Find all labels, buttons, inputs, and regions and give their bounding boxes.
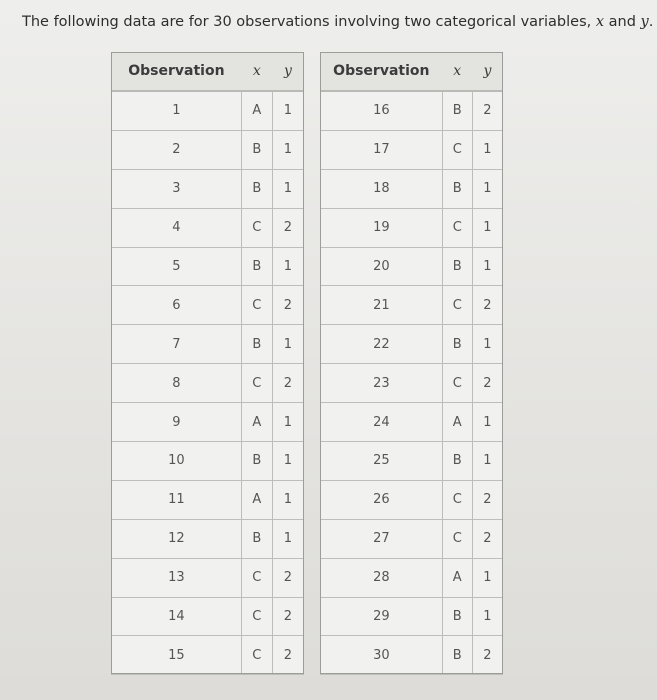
x-cell: A — [241, 91, 272, 130]
data-table-right — [320, 52, 503, 675]
observation-cell: 4 — [112, 208, 242, 247]
table-body-left — [112, 91, 304, 675]
y-cell: 1 — [472, 130, 502, 169]
y-cell: 1 — [472, 325, 502, 364]
table-row — [321, 247, 503, 286]
y-cell: 2 — [272, 636, 303, 675]
table-header-row — [321, 52, 503, 91]
x-cell: C — [442, 130, 472, 169]
y-cell: 2 — [272, 597, 303, 636]
observation-cell: 30 — [321, 636, 443, 675]
observation-cell: 16 — [321, 91, 443, 130]
observation-cell: 17 — [321, 130, 443, 169]
table-row — [112, 130, 304, 169]
table-row — [112, 247, 304, 286]
x-cell: C — [241, 208, 272, 247]
y-cell: 1 — [472, 247, 502, 286]
table-row — [112, 519, 304, 558]
y-cell: 2 — [272, 558, 303, 597]
x-cell: C — [442, 519, 472, 558]
observation-cell: 26 — [321, 480, 443, 519]
observation-cell: 28 — [321, 558, 443, 597]
table-row — [321, 130, 503, 169]
y-cell: 2 — [272, 286, 303, 325]
table-row — [321, 364, 503, 403]
x-cell: A — [241, 403, 272, 442]
table-row — [321, 442, 503, 481]
intro-and: and — [604, 14, 641, 30]
y-cell: 1 — [272, 169, 303, 208]
observation-cell: 21 — [321, 286, 443, 325]
observation-cell: 13 — [112, 558, 242, 597]
observation-cell: 11 — [112, 480, 242, 519]
table-row — [321, 169, 503, 208]
x-cell: B — [241, 325, 272, 364]
x-cell: B — [442, 597, 472, 636]
intro-var-y: y — [640, 14, 649, 30]
observation-cell: 24 — [321, 403, 443, 442]
observation-cell: 20 — [321, 247, 443, 286]
y-cell: 2 — [472, 286, 502, 325]
y-cell: 1 — [472, 403, 502, 442]
header-x: x — [442, 52, 472, 91]
x-cell: B — [241, 442, 272, 481]
x-cell: A — [442, 403, 472, 442]
x-cell: B — [442, 247, 472, 286]
x-cell: A — [241, 480, 272, 519]
x-cell: C — [442, 480, 472, 519]
observation-cell: 7 — [112, 325, 242, 364]
y-cell: 2 — [272, 364, 303, 403]
observation-cell: 27 — [321, 519, 443, 558]
y-cell: 1 — [472, 597, 502, 636]
y-cell: 2 — [272, 208, 303, 247]
y-cell: 1 — [472, 558, 502, 597]
y-cell: 2 — [472, 364, 502, 403]
table-row — [112, 286, 304, 325]
data-table-left — [111, 52, 304, 675]
table-row — [112, 403, 304, 442]
observation-cell: 14 — [112, 597, 242, 636]
y-cell: 1 — [472, 169, 502, 208]
observation-cell: 15 — [112, 636, 242, 675]
x-cell: C — [241, 558, 272, 597]
x-cell: B — [241, 247, 272, 286]
table-header-row — [112, 52, 304, 91]
y-cell: 1 — [272, 403, 303, 442]
observation-cell: 19 — [321, 208, 443, 247]
observation-cell: 9 — [112, 403, 242, 442]
y-cell: 2 — [472, 636, 502, 675]
table-row — [112, 364, 304, 403]
x-cell: C — [241, 364, 272, 403]
table-row — [112, 208, 304, 247]
table-row — [321, 208, 503, 247]
intro-text — [22, 14, 653, 30]
observation-cell: 25 — [321, 442, 443, 481]
observation-cell: 12 — [112, 519, 242, 558]
header-y: y — [472, 52, 502, 91]
table-row — [321, 286, 503, 325]
intro-prefix: The following data are for 30 observations involving two categorical variables, — [22, 14, 596, 30]
header-y: y — [272, 52, 303, 91]
y-cell: 1 — [272, 480, 303, 519]
table-row — [112, 480, 304, 519]
table-row — [321, 558, 503, 597]
observation-cell: 18 — [321, 169, 443, 208]
table-row — [321, 325, 503, 364]
table-row — [112, 597, 304, 636]
observation-cell: 3 — [112, 169, 242, 208]
y-cell: 1 — [472, 208, 502, 247]
observation-cell: 2 — [112, 130, 242, 169]
x-cell: C — [442, 286, 472, 325]
table-row — [112, 169, 304, 208]
observation-cell: 8 — [112, 364, 242, 403]
observation-cell: 23 — [321, 364, 443, 403]
header-observation: Observation — [112, 52, 242, 91]
table-row — [321, 91, 503, 130]
x-cell: B — [241, 519, 272, 558]
y-cell: 2 — [472, 480, 502, 519]
observation-cell: 6 — [112, 286, 242, 325]
x-cell: B — [442, 169, 472, 208]
y-cell: 1 — [272, 325, 303, 364]
y-cell: 1 — [272, 130, 303, 169]
observation-cell: 5 — [112, 247, 242, 286]
table-row — [112, 91, 304, 130]
y-cell: 2 — [472, 91, 502, 130]
y-cell: 2 — [472, 519, 502, 558]
x-cell: C — [241, 597, 272, 636]
x-cell: C — [442, 364, 472, 403]
y-cell: 1 — [272, 442, 303, 481]
table-row — [321, 403, 503, 442]
y-cell: 1 — [272, 91, 303, 130]
table-row — [321, 597, 503, 636]
table-row — [112, 325, 304, 364]
header-x: x — [241, 52, 272, 91]
x-cell: B — [442, 636, 472, 675]
x-cell: C — [241, 636, 272, 675]
table-row — [112, 442, 304, 481]
x-cell: B — [241, 169, 272, 208]
header-observation: Observation — [321, 52, 443, 91]
x-cell: B — [442, 442, 472, 481]
y-cell: 1 — [272, 247, 303, 286]
table-body-right — [321, 91, 503, 675]
x-cell: A — [442, 558, 472, 597]
x-cell: B — [241, 130, 272, 169]
x-cell: B — [442, 325, 472, 364]
intro-var-x: x — [595, 14, 605, 30]
x-cell: B — [442, 91, 472, 130]
table-row — [321, 480, 503, 519]
y-cell: 1 — [272, 519, 303, 558]
observation-cell: 29 — [321, 597, 443, 636]
table-row — [321, 519, 503, 558]
observation-cell: 22 — [321, 325, 443, 364]
table-row — [112, 636, 304, 675]
x-cell: C — [442, 208, 472, 247]
observation-cell: 10 — [112, 442, 242, 481]
observation-cell: 1 — [112, 91, 242, 130]
table-row — [112, 558, 304, 597]
intro-suffix: . — [648, 14, 654, 30]
table-row — [321, 636, 503, 675]
y-cell: 1 — [472, 442, 502, 481]
x-cell: C — [241, 286, 272, 325]
